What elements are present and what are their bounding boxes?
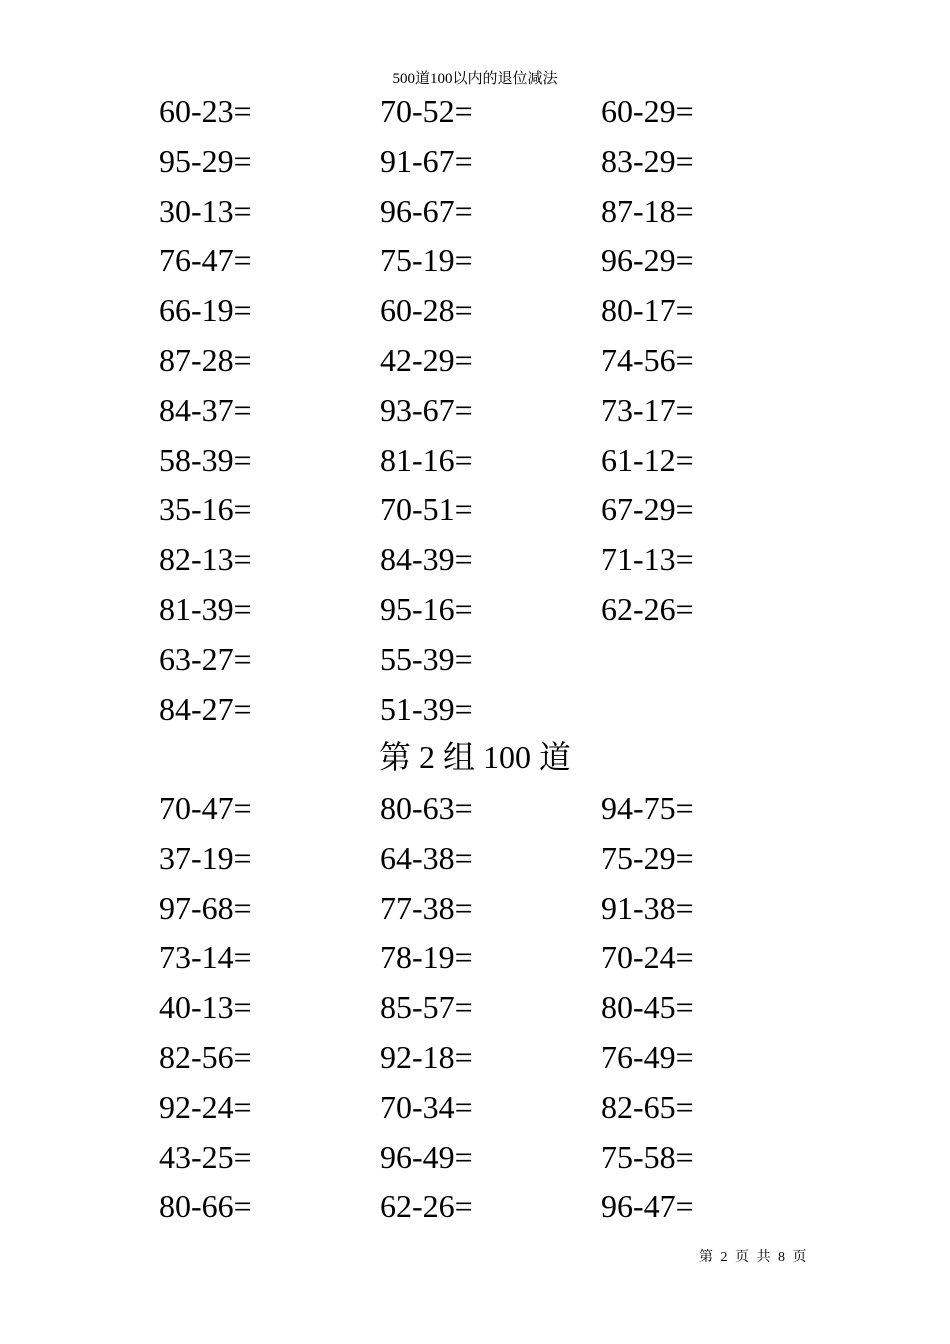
- problem-row: [0, 888, 950, 928]
- problem: 60-29=: [601, 93, 694, 129]
- problem-row: [0, 639, 950, 679]
- problem-row: [0, 240, 950, 280]
- problem-row: [0, 141, 950, 181]
- page-footer: 第 2 页 共 8 页: [699, 1250, 807, 1265]
- problem: 60-28=: [380, 292, 473, 328]
- problem: 80-45=: [601, 989, 694, 1025]
- problem: 77-38=: [380, 890, 473, 926]
- problem: 35-16=: [159, 491, 252, 527]
- problem: 94-75=: [601, 790, 694, 826]
- problem: 42-29=: [380, 342, 473, 378]
- problem: 55-39=: [380, 641, 473, 677]
- problem-row: [0, 1087, 950, 1127]
- problem: 95-16=: [380, 591, 473, 627]
- problem-row: [0, 589, 950, 629]
- problem: 37-19=: [159, 840, 252, 876]
- problem: 96-67=: [380, 193, 473, 229]
- problem: 40-13=: [159, 989, 252, 1025]
- problem: 80-63=: [380, 790, 473, 826]
- problem: 62-26=: [380, 1188, 473, 1224]
- problem-row: [0, 539, 950, 579]
- problem: 67-29=: [601, 491, 694, 527]
- problem: 84-37=: [159, 392, 252, 428]
- problem: 96-49=: [380, 1139, 473, 1175]
- problem: 80-17=: [601, 292, 694, 328]
- problem: 80-66=: [159, 1188, 252, 1224]
- problem-row: [0, 937, 950, 977]
- problem: 60-23=: [159, 93, 252, 129]
- problem-row: [0, 987, 950, 1027]
- problem: 82-56=: [159, 1039, 252, 1075]
- problem: 96-47=: [601, 1188, 694, 1224]
- problem: 75-19=: [380, 242, 473, 278]
- problem: 61-12=: [601, 442, 694, 478]
- problem-row: [0, 440, 950, 480]
- problem: 73-17=: [601, 392, 694, 428]
- problem: 43-25=: [159, 1139, 252, 1175]
- problem-row: [0, 1186, 950, 1226]
- problem: 71-13=: [601, 541, 694, 577]
- problem: 97-68=: [159, 890, 252, 926]
- problem-row: [0, 1137, 950, 1177]
- problem: 93-67=: [380, 392, 473, 428]
- problem: 84-39=: [380, 541, 473, 577]
- problem: 70-47=: [159, 790, 252, 826]
- problem: 51-39=: [380, 691, 473, 727]
- problem-row: [0, 838, 950, 878]
- problem: 81-16=: [380, 442, 473, 478]
- problem: 70-51=: [380, 491, 473, 527]
- problem: 70-24=: [601, 939, 694, 975]
- problem: 75-58=: [601, 1139, 694, 1175]
- problem: 92-24=: [159, 1089, 252, 1125]
- page-header: 500道100以内的退位减法: [392, 71, 558, 87]
- problem-row: [0, 340, 950, 380]
- problem: 78-19=: [380, 939, 473, 975]
- problem: 63-27=: [159, 641, 252, 677]
- problem: 64-38=: [380, 840, 473, 876]
- problem-row: [0, 689, 950, 729]
- group-title: 第 2 组 100 道: [378, 739, 571, 775]
- problem: 92-18=: [380, 1039, 473, 1075]
- problem: 87-18=: [601, 193, 694, 229]
- problem: 74-56=: [601, 342, 694, 378]
- problem: 95-29=: [159, 143, 252, 179]
- problem-row: [0, 290, 950, 330]
- problem: 96-29=: [601, 242, 694, 278]
- problem: 81-39=: [159, 591, 252, 627]
- problem: 70-52=: [380, 93, 473, 129]
- problem: 76-49=: [601, 1039, 694, 1075]
- problem: 70-34=: [380, 1089, 473, 1125]
- problem-row: [0, 489, 950, 529]
- problem: 91-67=: [380, 143, 473, 179]
- problem: 82-13=: [159, 541, 252, 577]
- problem: 82-65=: [601, 1089, 694, 1125]
- problem: 73-14=: [159, 939, 252, 975]
- problem: 58-39=: [159, 442, 252, 478]
- problem: 30-13=: [159, 193, 252, 229]
- problem: 91-38=: [601, 890, 694, 926]
- problem-row: [0, 390, 950, 430]
- problem: 76-47=: [159, 242, 252, 278]
- problem-row: [0, 91, 950, 131]
- problem: 83-29=: [601, 143, 694, 179]
- problem: 87-28=: [159, 342, 252, 378]
- problem: 84-27=: [159, 691, 252, 727]
- problem-row: [0, 191, 950, 231]
- problem-row: [0, 788, 950, 828]
- problem: 62-26=: [601, 591, 694, 627]
- problem-row: [0, 1037, 950, 1077]
- problem: 66-19=: [159, 292, 252, 328]
- problem: 85-57=: [380, 989, 473, 1025]
- problem: 75-29=: [601, 840, 694, 876]
